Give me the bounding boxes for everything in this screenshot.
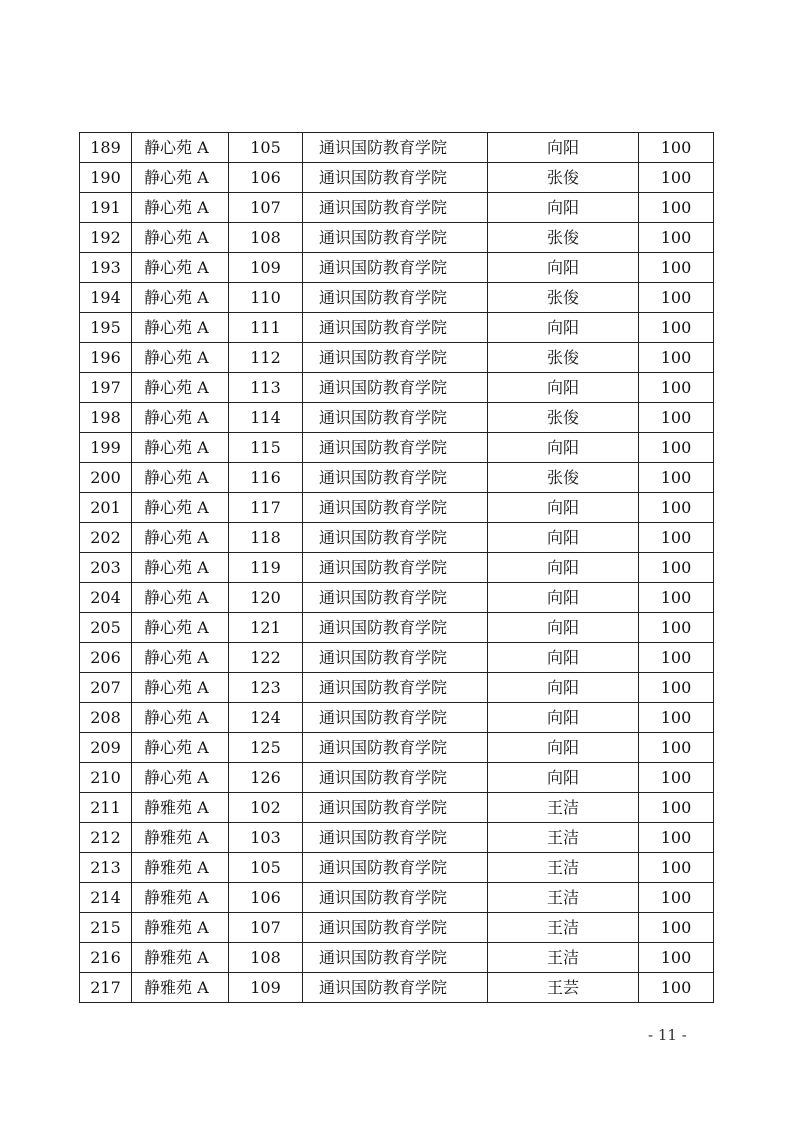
inspector-name-cell: 向阳 (488, 253, 639, 283)
inspector-name-cell: 向阳 (488, 583, 639, 613)
table-row (80, 913, 714, 943)
score-cell: 100 (639, 433, 714, 463)
score-cell: 100 (639, 553, 714, 583)
table-row (80, 313, 714, 343)
room-cell: 124 (229, 703, 303, 733)
table-row (80, 703, 714, 733)
score-cell: 100 (639, 463, 714, 493)
inspector-name-cell: 张俊 (488, 283, 639, 313)
row-number-cell: 191 (80, 193, 132, 223)
table-row (80, 223, 714, 253)
college-cell: 通识国防教育学院 (303, 523, 488, 553)
building-cell: 静心苑 A (132, 283, 229, 313)
building-cell: 静心苑 A (132, 613, 229, 643)
table-row (80, 193, 714, 223)
college-cell: 通识国防教育学院 (303, 943, 488, 973)
college-cell: 通识国防教育学院 (303, 733, 488, 763)
building-cell: 静心苑 A (132, 433, 229, 463)
inspector-name-cell: 向阳 (488, 733, 639, 763)
building-cell: 静心苑 A (132, 373, 229, 403)
score-cell: 100 (639, 403, 714, 433)
score-cell: 100 (639, 523, 714, 553)
inspector-name-cell: 张俊 (488, 463, 639, 493)
room-cell: 107 (229, 193, 303, 223)
row-number-cell: 208 (80, 703, 132, 733)
score-cell: 100 (639, 583, 714, 613)
table-row (80, 883, 714, 913)
inspector-name-cell: 王洁 (488, 853, 639, 883)
room-cell: 126 (229, 763, 303, 793)
inspector-name-cell: 向阳 (488, 373, 639, 403)
room-cell: 103 (229, 823, 303, 853)
room-cell: 108 (229, 943, 303, 973)
score-cell: 100 (639, 493, 714, 523)
score-cell: 100 (639, 673, 714, 703)
inspector-name-cell: 向阳 (488, 493, 639, 523)
college-cell: 通识国防教育学院 (303, 913, 488, 943)
inspector-name-cell: 向阳 (488, 523, 639, 553)
row-number-cell: 190 (80, 163, 132, 193)
table-row (80, 973, 714, 1003)
college-cell: 通识国防教育学院 (303, 163, 488, 193)
college-cell: 通识国防教育学院 (303, 223, 488, 253)
row-number-cell: 211 (80, 793, 132, 823)
building-cell: 静心苑 A (132, 553, 229, 583)
building-cell: 静心苑 A (132, 643, 229, 673)
row-number-cell: 212 (80, 823, 132, 853)
score-cell: 100 (639, 733, 714, 763)
score-cell: 100 (639, 223, 714, 253)
score-cell: 100 (639, 193, 714, 223)
table-row (80, 673, 714, 703)
building-cell: 静心苑 A (132, 193, 229, 223)
building-cell: 静心苑 A (132, 763, 229, 793)
inspector-name-cell: 向阳 (488, 763, 639, 793)
building-cell: 静雅苑 A (132, 823, 229, 853)
building-cell: 静雅苑 A (132, 943, 229, 973)
table-row (80, 493, 714, 523)
college-cell: 通识国防教育学院 (303, 193, 488, 223)
table-row (80, 253, 714, 283)
table-row (80, 283, 714, 313)
building-cell: 静心苑 A (132, 673, 229, 703)
table-row (80, 643, 714, 673)
score-cell: 100 (639, 853, 714, 883)
table-row (80, 793, 714, 823)
room-cell: 121 (229, 613, 303, 643)
inspector-name-cell: 王洁 (488, 913, 639, 943)
table-row (80, 433, 714, 463)
score-cell: 100 (639, 703, 714, 733)
table-row (80, 133, 714, 163)
table-row (80, 553, 714, 583)
score-cell: 100 (639, 343, 714, 373)
row-number-cell: 203 (80, 553, 132, 583)
college-cell: 通识国防教育学院 (303, 343, 488, 373)
table-row (80, 943, 714, 973)
room-cell: 106 (229, 163, 303, 193)
table-row (80, 733, 714, 763)
row-number-cell: 193 (80, 253, 132, 283)
score-cell: 100 (639, 913, 714, 943)
inspector-name-cell: 向阳 (488, 613, 639, 643)
table-row (80, 163, 714, 193)
row-number-cell: 194 (80, 283, 132, 313)
building-cell: 静心苑 A (132, 493, 229, 523)
score-cell: 100 (639, 943, 714, 973)
building-cell: 静心苑 A (132, 733, 229, 763)
score-cell: 100 (639, 283, 714, 313)
table-row (80, 823, 714, 853)
inspector-name-cell: 向阳 (488, 133, 639, 163)
row-number-cell: 215 (80, 913, 132, 943)
building-cell: 静雅苑 A (132, 793, 229, 823)
table-body (80, 133, 714, 1003)
score-cell: 100 (639, 763, 714, 793)
building-cell: 静心苑 A (132, 703, 229, 733)
college-cell: 通识国防教育学院 (303, 403, 488, 433)
building-cell: 静心苑 A (132, 313, 229, 343)
table-row (80, 343, 714, 373)
row-number-cell: 201 (80, 493, 132, 523)
inspector-name-cell: 向阳 (488, 553, 639, 583)
room-cell: 122 (229, 643, 303, 673)
table-row (80, 613, 714, 643)
building-cell: 静雅苑 A (132, 883, 229, 913)
college-cell: 通识国防教育学院 (303, 283, 488, 313)
row-number-cell: 206 (80, 643, 132, 673)
building-cell: 静雅苑 A (132, 973, 229, 1003)
college-cell: 通识国防教育学院 (303, 133, 488, 163)
room-cell: 105 (229, 133, 303, 163)
row-number-cell: 213 (80, 853, 132, 883)
table-row (80, 463, 714, 493)
room-cell: 116 (229, 463, 303, 493)
table-row (80, 373, 714, 403)
score-cell: 100 (639, 883, 714, 913)
score-cell: 100 (639, 133, 714, 163)
row-number-cell: 198 (80, 403, 132, 433)
college-cell: 通识国防教育学院 (303, 433, 488, 463)
building-cell: 静心苑 A (132, 253, 229, 283)
room-cell: 110 (229, 283, 303, 313)
score-cell: 100 (639, 373, 714, 403)
row-number-cell: 202 (80, 523, 132, 553)
college-cell: 通识国防教育学院 (303, 313, 488, 343)
score-cell: 100 (639, 613, 714, 643)
room-cell: 106 (229, 883, 303, 913)
inspector-name-cell: 王芸 (488, 973, 639, 1003)
room-cell: 115 (229, 433, 303, 463)
row-number-cell: 210 (80, 763, 132, 793)
inspector-name-cell: 向阳 (488, 643, 639, 673)
inspector-name-cell: 向阳 (488, 193, 639, 223)
college-cell: 通识国防教育学院 (303, 583, 488, 613)
room-cell: 102 (229, 793, 303, 823)
college-cell: 通识国防教育学院 (303, 463, 488, 493)
dormitory-score-table (79, 132, 714, 1003)
college-cell: 通识国防教育学院 (303, 673, 488, 703)
inspector-name-cell: 向阳 (488, 313, 639, 343)
room-cell: 109 (229, 973, 303, 1003)
college-cell: 通识国防教育学院 (303, 883, 488, 913)
room-cell: 123 (229, 673, 303, 703)
room-cell: 112 (229, 343, 303, 373)
table-row (80, 523, 714, 553)
table-row (80, 853, 714, 883)
room-cell: 111 (229, 313, 303, 343)
score-cell: 100 (639, 793, 714, 823)
college-cell: 通识国防教育学院 (303, 853, 488, 883)
room-cell: 114 (229, 403, 303, 433)
score-cell: 100 (639, 643, 714, 673)
college-cell: 通识国防教育学院 (303, 253, 488, 283)
room-cell: 117 (229, 493, 303, 523)
row-number-cell: 196 (80, 343, 132, 373)
row-number-cell: 199 (80, 433, 132, 463)
building-cell: 静心苑 A (132, 463, 229, 493)
inspector-name-cell: 王洁 (488, 823, 639, 853)
college-cell: 通识国防教育学院 (303, 793, 488, 823)
room-cell: 109 (229, 253, 303, 283)
score-cell: 100 (639, 163, 714, 193)
college-cell: 通识国防教育学院 (303, 373, 488, 403)
row-number-cell: 217 (80, 973, 132, 1003)
score-cell: 100 (639, 313, 714, 343)
college-cell: 通识国防教育学院 (303, 493, 488, 523)
building-cell: 静心苑 A (132, 583, 229, 613)
score-cell: 100 (639, 253, 714, 283)
college-cell: 通识国防教育学院 (303, 613, 488, 643)
room-cell: 125 (229, 733, 303, 763)
college-cell: 通识国防教育学院 (303, 703, 488, 733)
row-number-cell: 195 (80, 313, 132, 343)
college-cell: 通识国防教育学院 (303, 763, 488, 793)
building-cell: 静心苑 A (132, 223, 229, 253)
row-number-cell: 207 (80, 673, 132, 703)
inspector-name-cell: 王洁 (488, 793, 639, 823)
score-cell: 100 (639, 823, 714, 853)
inspector-name-cell: 王洁 (488, 883, 639, 913)
inspector-name-cell: 向阳 (488, 703, 639, 733)
row-number-cell: 216 (80, 943, 132, 973)
row-number-cell: 197 (80, 373, 132, 403)
college-cell: 通识国防教育学院 (303, 973, 488, 1003)
building-cell: 静心苑 A (132, 523, 229, 553)
inspector-name-cell: 向阳 (488, 433, 639, 463)
score-cell: 100 (639, 973, 714, 1003)
room-cell: 107 (229, 913, 303, 943)
room-cell: 108 (229, 223, 303, 253)
room-cell: 105 (229, 853, 303, 883)
building-cell: 静雅苑 A (132, 913, 229, 943)
row-number-cell: 200 (80, 463, 132, 493)
building-cell: 静心苑 A (132, 163, 229, 193)
room-cell: 118 (229, 523, 303, 553)
table-row (80, 583, 714, 613)
inspector-name-cell: 张俊 (488, 343, 639, 373)
college-cell: 通识国防教育学院 (303, 643, 488, 673)
room-cell: 120 (229, 583, 303, 613)
row-number-cell: 192 (80, 223, 132, 253)
table-row (80, 403, 714, 433)
college-cell: 通识国防教育学院 (303, 823, 488, 853)
inspector-name-cell: 张俊 (488, 223, 639, 253)
inspector-name-cell: 向阳 (488, 673, 639, 703)
building-cell: 静雅苑 A (132, 853, 229, 883)
inspector-name-cell: 张俊 (488, 163, 639, 193)
room-cell: 113 (229, 373, 303, 403)
row-number-cell: 189 (80, 133, 132, 163)
college-cell: 通识国防教育学院 (303, 553, 488, 583)
inspector-name-cell: 王洁 (488, 943, 639, 973)
row-number-cell: 204 (80, 583, 132, 613)
inspector-name-cell: 张俊 (488, 403, 639, 433)
page-number: - 11 - (648, 1026, 687, 1044)
building-cell: 静心苑 A (132, 133, 229, 163)
row-number-cell: 205 (80, 613, 132, 643)
row-number-cell: 214 (80, 883, 132, 913)
table-row (80, 763, 714, 793)
building-cell: 静心苑 A (132, 343, 229, 373)
room-cell: 119 (229, 553, 303, 583)
row-number-cell: 209 (80, 733, 132, 763)
building-cell: 静心苑 A (132, 403, 229, 433)
